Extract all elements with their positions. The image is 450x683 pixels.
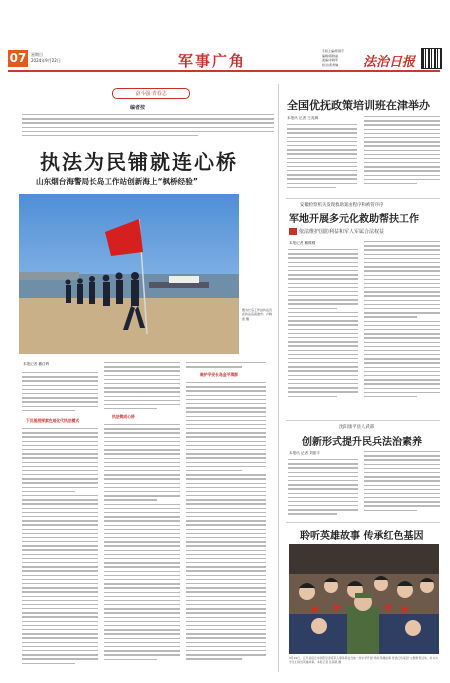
page-number: 07 <box>9 51 27 65</box>
lead-col-2b <box>104 424 180 668</box>
story5-headline: 聆听英雄故事 传承红色基因 <box>300 531 424 542</box>
lead-photo-caption <box>242 308 272 321</box>
story3-col-2 <box>364 241 440 405</box>
page-number-badge <box>8 50 28 67</box>
editor-credits <box>322 49 366 67</box>
story4-kicker: 沈阳康平县人武部 <box>339 425 375 430</box>
story3-kicker: 安徽检察机关发现救助案由程序和被管序序 <box>300 203 384 208</box>
header-rule <box>8 70 440 72</box>
lead-subhead-1: 下沉基层探索在地化代执法模式 <box>26 418 80 423</box>
lead-photo-caption-text: 图为长岛工作站执法员在执法巡查途中。卢晓雷 摄 <box>242 308 273 321</box>
story5-caption-text: 9月19日，江苏省宿迁市泗阳县退役军人事务局在当地一所中学开展“聆听英雄故事 传承红色基因”主题教育活动，老兵为学生们讲述英雄故事。本报记者 张海燕 摄 <box>289 656 438 664</box>
qr-code <box>421 48 442 69</box>
story4-col-2 <box>364 451 440 519</box>
lead-col-2a <box>104 362 180 412</box>
story3-col-1 <box>288 249 358 405</box>
story3-headline: 军地开展多元化救助帮扶工作 <box>289 214 419 225</box>
editor-line: 专版主编/陈国平 <box>322 49 345 53</box>
page-weekday: 星期日 <box>31 52 43 57</box>
lead-photo-illustration <box>19 194 239 354</box>
column-tag <box>112 88 190 99</box>
page-date: 2024年9月22日 <box>31 58 61 63</box>
lead-headline: 执法为民铺就连心桥 <box>40 150 238 174</box>
story5-caption <box>289 657 439 665</box>
editor-line: 美编/李晓军 <box>322 58 339 63</box>
story4-col-1 <box>288 459 358 519</box>
lead-col-3a <box>186 362 266 372</box>
lead-col-1b <box>22 428 98 668</box>
lead-col-1a <box>22 372 98 416</box>
lead-subhead-3: 维护平安长岛金平湾群 <box>200 372 238 377</box>
editor-note-body <box>22 114 274 140</box>
story2-col-2 <box>364 116 440 194</box>
story4-headline: 创新形式提升民兵法治素养 <box>302 437 422 448</box>
story3-tag: 依法维护国防利益和军人军属合法权益 <box>299 229 385 235</box>
lead-subheadline: 山东烟台海警局长岛工作站创新海上“枫桥经验” <box>36 177 198 186</box>
lead-subhead-2: 执法铸成心桥 <box>112 414 135 419</box>
story2-col-1 <box>287 124 357 194</box>
story-divider <box>286 420 440 421</box>
story5-photo-illustration <box>289 544 439 654</box>
story3-byline: 本报记者 戴蝶蝶 <box>289 241 316 245</box>
section-title: 军事广角 <box>178 52 247 70</box>
paper-name-logo: 法治日报 <box>363 55 416 70</box>
story4-byline: 本报讯 记者 刘振宇 <box>289 451 321 455</box>
page-header <box>0 40 450 70</box>
editor-line: 编辑/蒋晓丽 <box>322 53 339 58</box>
story5-photo <box>289 544 439 654</box>
lead-col-3b <box>186 382 266 668</box>
story-divider <box>286 198 440 199</box>
story3-tag-icon <box>289 228 297 235</box>
story2-headline: 全国优抚政策培训班在津举办 <box>287 99 430 112</box>
editor-line: 校对/黄秀琳 <box>322 62 339 67</box>
column-divider <box>278 84 279 672</box>
story2-byline: 本报讯 记者 王兆卿 <box>287 116 319 120</box>
story-divider <box>286 522 440 523</box>
lead-photo <box>19 194 239 354</box>
lead-byline: 本报记者 戴佳晖 <box>23 362 50 366</box>
column-tag-label: 奋斗强·青春志 <box>135 91 167 97</box>
editor-note-title: 编者按 <box>130 105 146 111</box>
